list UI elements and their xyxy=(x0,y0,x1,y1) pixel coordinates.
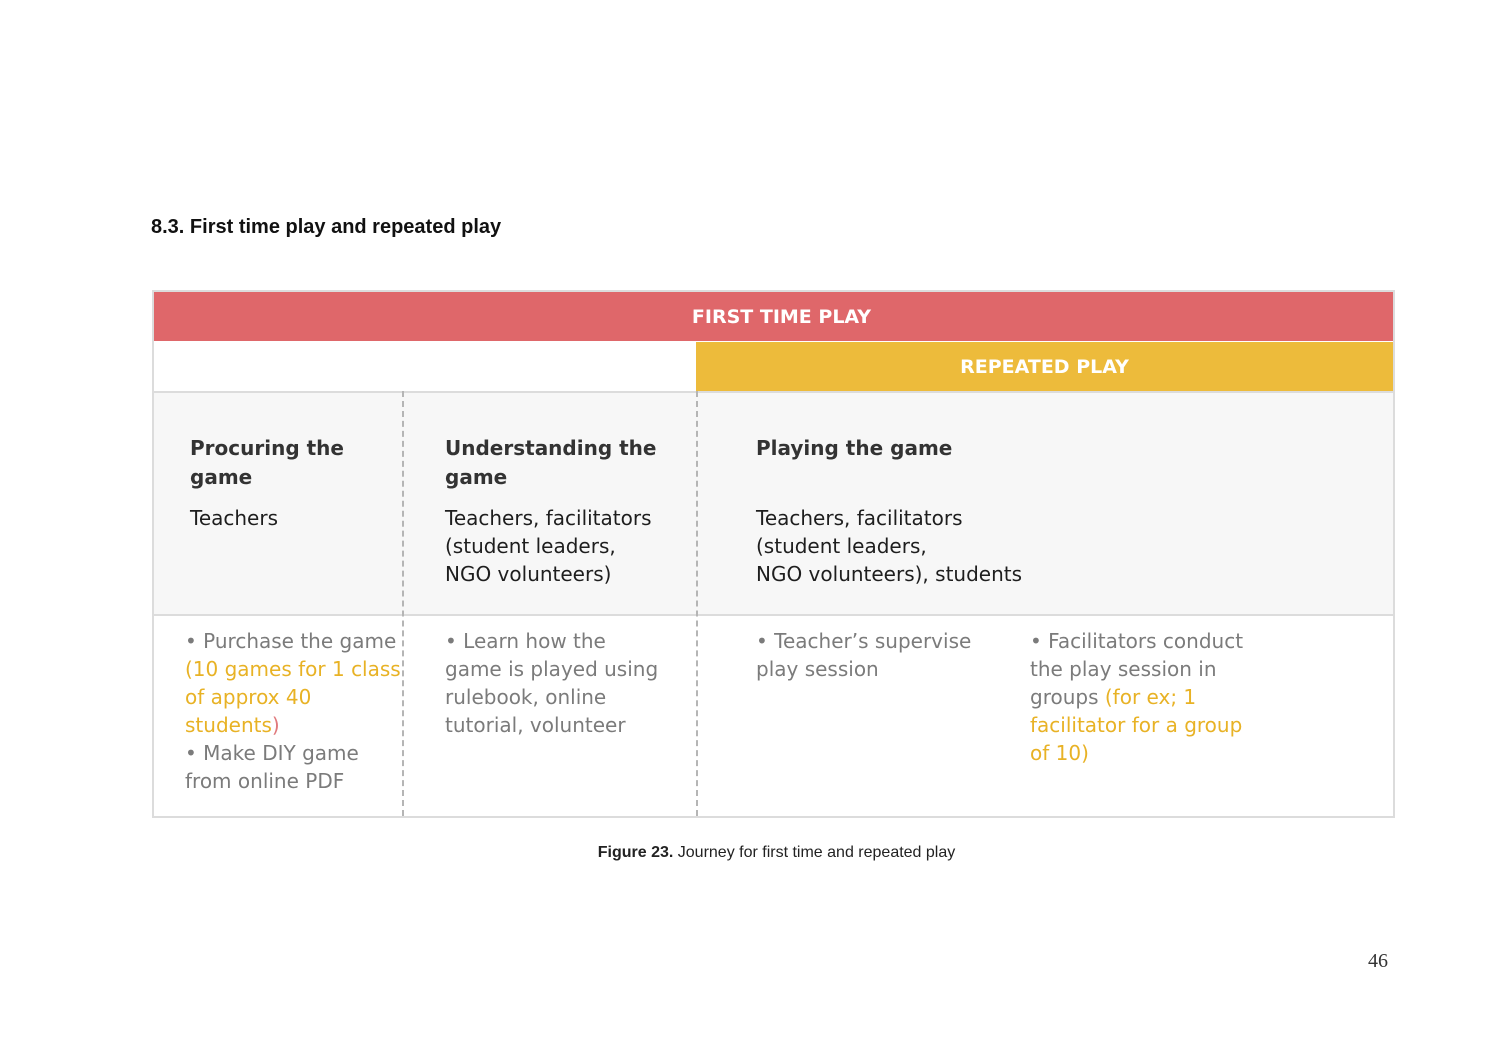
actor-line: (student leaders, xyxy=(445,534,616,558)
phase-title-playing xyxy=(756,434,952,463)
detail-line: • Purchase the game xyxy=(185,629,397,653)
detail-line-highlight: of 10) xyxy=(1030,741,1089,765)
detail-line-highlight: of approx 40 xyxy=(185,685,312,709)
phase-title-line: game xyxy=(190,465,253,489)
column-divider xyxy=(696,391,698,816)
caption-text: Journey for first time and repeated play xyxy=(673,844,956,861)
actor-line: Teachers, facilitators xyxy=(445,506,652,530)
repeated-play-band xyxy=(696,342,1393,391)
detail-line: from online PDF xyxy=(185,769,345,793)
actor-line: (student leaders, xyxy=(756,534,927,558)
column-divider xyxy=(402,391,404,816)
first-time-play-label: FIRST TIME PLAY xyxy=(691,305,872,328)
phase-details-facilitators xyxy=(1030,627,1243,767)
detail-line-highlight: students xyxy=(185,713,272,737)
actor-line: NGO volunteers), students xyxy=(756,562,1023,586)
detail-line: • Teacher’s supervise xyxy=(756,629,972,653)
detail-line: play session xyxy=(756,657,879,681)
detail-text: groups xyxy=(1030,685,1105,709)
phase-details-understanding xyxy=(445,627,658,739)
section-title: 8.3. First time play and repeated play xyxy=(151,216,502,238)
detail-line-highlight: (for ex; 1 xyxy=(1104,685,1197,709)
journey-figure xyxy=(152,290,1395,818)
phase-title-line: Understanding the xyxy=(445,436,657,460)
detail-line-highlight: facilitator for a group xyxy=(1030,713,1243,737)
caption-label: Figure 23. xyxy=(597,844,674,861)
detail-line: the play session in xyxy=(1030,657,1217,681)
detail-line: tutorial, volunteer xyxy=(445,713,626,737)
detail-line: rulebook, online xyxy=(445,685,607,709)
phase-title-line: game xyxy=(445,465,508,489)
page-number: 46 xyxy=(1368,950,1388,972)
first-time-play-band xyxy=(154,292,1393,341)
repeated-play-label: REPEATED PLAY xyxy=(960,355,1129,378)
actor-line: NGO volunteers) xyxy=(445,562,612,586)
detail-line-highlight: (10 games for 1 class xyxy=(185,657,401,681)
detail-line: game is played using xyxy=(445,657,659,681)
phase-details-teachers xyxy=(756,627,971,683)
actor-line: Teachers, facilitators xyxy=(756,506,963,530)
actor-line: Teachers xyxy=(190,506,278,530)
detail-paren: ) xyxy=(271,713,280,737)
detail-line: • Make DIY game xyxy=(185,741,359,765)
phase-actors-understanding xyxy=(445,504,652,588)
phase-title-line: Procuring the xyxy=(190,436,344,460)
phase-title-line: Playing the game xyxy=(756,436,953,460)
detail-line: • Facilitators conduct xyxy=(1030,629,1244,653)
phase-details-procuring xyxy=(185,627,401,795)
phase-actors-procuring xyxy=(190,504,278,532)
figure-caption xyxy=(0,844,1500,862)
phase-title-procuring xyxy=(190,434,344,492)
detail-line: • Learn how the xyxy=(445,629,606,653)
phase-title-understanding xyxy=(445,434,656,492)
phase-actors-playing xyxy=(756,504,1022,588)
